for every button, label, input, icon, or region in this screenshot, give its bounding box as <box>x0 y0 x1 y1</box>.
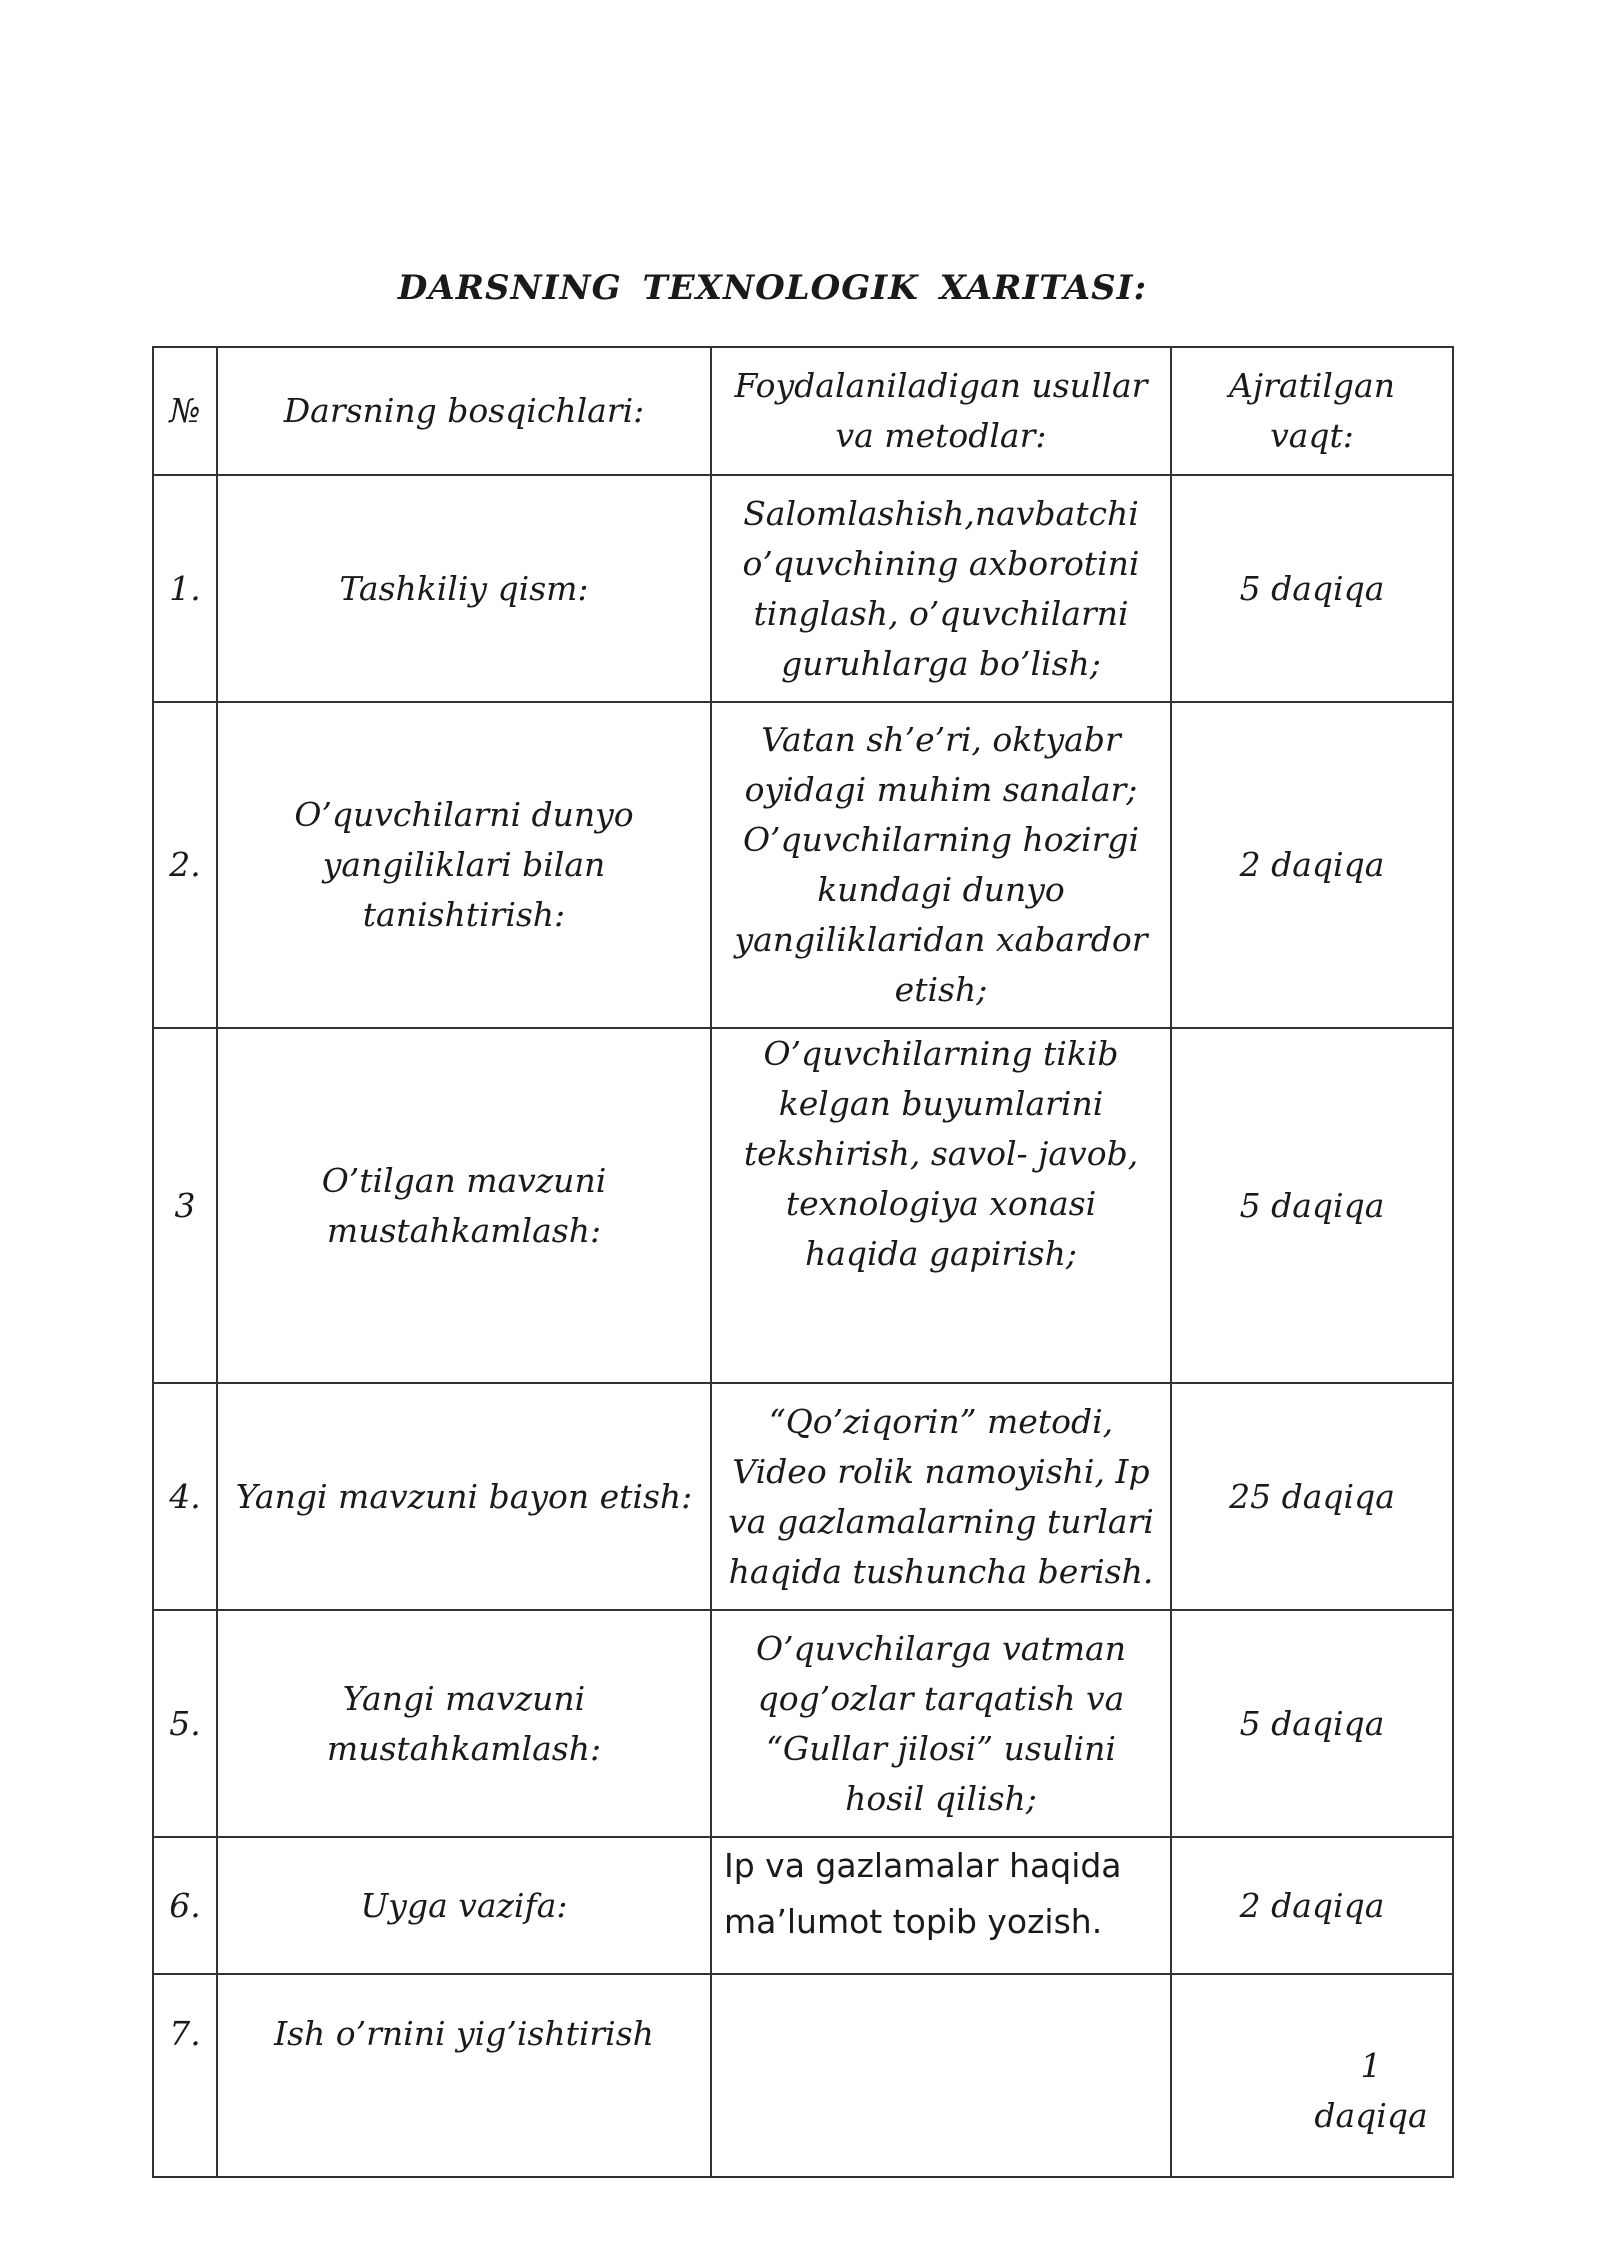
row-number: 2. <box>153 702 217 1028</box>
technology-map-table <box>152 346 1454 2178</box>
row-methods: Vatan sh’e’ri, oktyabr oyidagi muhim sanalar; O’quvchilarning hozirgi kundagi dunyo yangiliklaridan xabardor etish; <box>711 702 1171 1028</box>
row-number: 5. <box>153 1610 217 1837</box>
row-time: 2 daqiqa <box>1171 1837 1453 1974</box>
row-methods <box>711 1974 1171 2177</box>
table-row <box>153 1610 1453 1837</box>
row-number: 3 <box>153 1028 217 1383</box>
row-number: 1. <box>153 475 217 702</box>
row-stage: O’quvchilarni dunyo yangiliklari bilan tanishtirish: <box>217 702 711 1028</box>
row-time: 25 daqiqa <box>1171 1383 1453 1610</box>
row-stage: O’tilgan mavzuni mustahkamlash: <box>217 1028 711 1383</box>
table-row <box>153 475 1453 702</box>
row-stage: Yangi mavzuni mustahkamlash: <box>217 1610 711 1837</box>
row-methods: O’quvchilarga vatman qog’ozlar tarqatish va “Gullar jilosi” usulini hosil qilish; <box>711 1610 1171 1837</box>
header-time: Ajratilgan vaqt: <box>1171 347 1453 475</box>
row-time-cell <box>1171 1974 1453 2177</box>
document-title: DARSNING TEXNOLOGIK XARITASI: <box>397 268 1148 308</box>
row-time: 2 daqiqa <box>1171 702 1453 1028</box>
row-time: 5 daqiqa <box>1171 1610 1453 1837</box>
table-row <box>153 702 1453 1028</box>
table-row <box>153 1974 1453 2177</box>
row-stage: Yangi mavzuni bayon etish: <box>217 1383 711 1610</box>
row-methods: “Qo’ziqorin” metodi, Video rolik namoyishi, Ip va gazlamalarning turlari haqida tushuncha berish. <box>711 1383 1171 1610</box>
row-stage: Tashkiliy qism: <box>217 475 711 702</box>
row-time: 5 daqiqa <box>1171 1028 1453 1383</box>
row-stage: Uyga vazifa: <box>217 1837 711 1974</box>
row-stage: Ish o’rnini yig’ishtirish <box>217 1974 711 2177</box>
row-time: 1 daqiqa <box>1314 2046 1428 2135</box>
header-stages: Darsning bosqichlari: <box>217 347 711 475</box>
table-header-row <box>153 347 1453 475</box>
table-row <box>153 1383 1453 1610</box>
row-methods: O’quvchilarning tikib kelgan buyumlarini tekshirish, savol- javob, texnologiya xonasi haqida gapirish; <box>711 1028 1171 1383</box>
table-row <box>153 1028 1453 1383</box>
row-time: 5 daqiqa <box>1171 475 1453 702</box>
header-number: № <box>153 347 217 475</box>
table-row <box>153 1837 1453 1974</box>
row-number: 6. <box>153 1837 217 1974</box>
row-methods: Salomlashish,navbatchi o’quvchining axborotini tinglash, o’quvchilarni guruhlarga bo’lish; <box>711 475 1171 702</box>
row-number: 7. <box>153 1974 217 2177</box>
row-number: 4. <box>153 1383 217 1610</box>
row-methods: Ip va gazlamalar haqida ma’lumot topib yozish. <box>711 1837 1171 1974</box>
header-methods: Foydalaniladigan usullar va metodlar: <box>711 347 1171 475</box>
